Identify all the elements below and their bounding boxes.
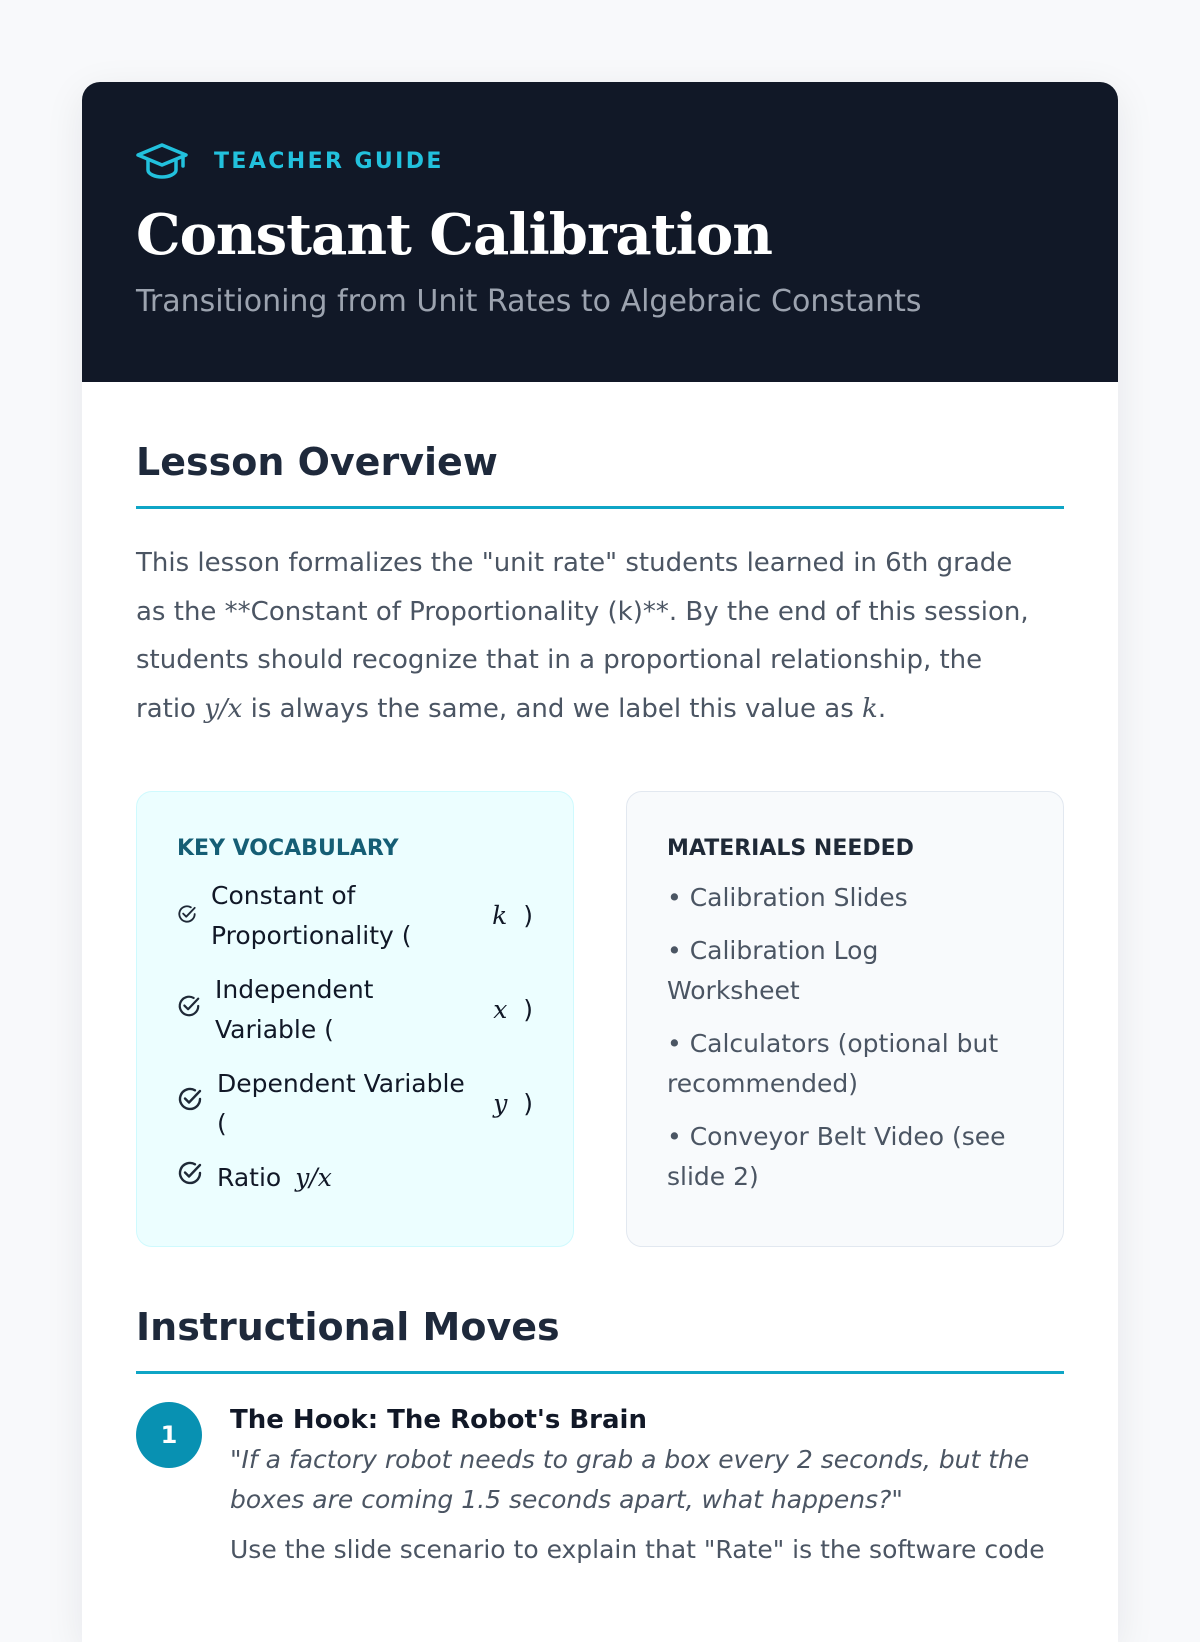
page-title: Constant Calibration <box>136 202 772 268</box>
section-heading-overview: Lesson Overview <box>136 438 1064 509</box>
check-circle-icon <box>177 896 197 936</box>
vocabulary-item <box>177 1064 533 1144</box>
vocabulary-symbol: y/x <box>295 1163 332 1192</box>
materials-item: • Calculators (optional but recommended) <box>667 1029 999 1098</box>
vocabulary-label: Ratio <box>217 1163 282 1192</box>
materials-item: • Calibration Slides <box>667 883 908 912</box>
vocabulary-close: ) <box>523 995 533 1024</box>
instructional-move <box>136 1402 1064 1570</box>
overview-text: is always the same, and we label this value as <box>242 693 863 724</box>
vocabulary-close: ) <box>523 1089 533 1118</box>
overview-paragraph <box>136 539 1048 733</box>
step-number-badge: 1 <box>136 1402 202 1468</box>
vocabulary-item <box>177 876 533 956</box>
vocabulary-label: Independent Variable ( <box>215 975 374 1044</box>
vocabulary-item <box>177 1158 533 1198</box>
materials-title: MATERIALS NEEDED <box>667 836 914 861</box>
overview-text: . <box>877 693 887 724</box>
overview-text: This lesson formalizes the "unit rate" students learned in 6th grade as the **Constant of Proportionality (k)**. By the end of this session, students should recognize that in a proportional relationship, the ratio <box>136 548 1029 724</box>
info-cards <box>136 791 1064 1247</box>
materials-list <box>667 878 1023 1197</box>
check-circle-icon <box>177 1084 203 1124</box>
page-subtitle: Transitioning from Unit Rates to Algebraic Constants <box>136 284 922 319</box>
vocabulary-symbol: x <box>493 995 508 1024</box>
math-k: k <box>862 693 878 724</box>
materials-item: • Calibration Log Worksheet <box>667 936 879 1005</box>
vocabulary-symbol: y <box>493 1089 508 1118</box>
eyebrow-label: TEACHER GUIDE <box>214 148 444 174</box>
check-circle-icon <box>177 990 201 1030</box>
vocabulary-close: ) <box>523 901 533 930</box>
vocabulary-symbol: k <box>492 901 508 930</box>
vocabulary-list <box>177 876 533 1198</box>
vocabulary-label: Dependent Variable ( <box>217 1069 465 1138</box>
check-circle-icon <box>177 1158 203 1198</box>
move-text: Use the slide scenario to explain that "Rate" is the software code <box>230 1535 1045 1564</box>
vocabulary-card <box>136 791 574 1247</box>
move-quote: "If a factory robot needs to grab a box every 2 seconds, but the boxes are coming 1.5 seconds apart, what happens?" <box>230 1445 1030 1514</box>
vocabulary-label: Constant of Proportionality ( <box>211 881 412 950</box>
vocabulary-item <box>177 970 533 1050</box>
lesson-card <box>82 82 1118 1642</box>
move-body <box>230 1402 1048 1570</box>
eyebrow <box>136 144 1064 178</box>
math-ratio: y/x <box>204 693 243 724</box>
materials-card <box>626 791 1064 1247</box>
move-title: The Hook: The Robot's Brain <box>230 1405 647 1435</box>
section-heading-instruction: Instructional Moves <box>136 1303 1064 1374</box>
header <box>82 82 1118 382</box>
materials-item: • Conveyor Belt Video (see slide 2) <box>667 1122 1006 1191</box>
vocabulary-title: KEY VOCABULARY <box>177 836 399 861</box>
content <box>82 438 1118 1570</box>
graduation-cap-icon <box>136 142 188 180</box>
